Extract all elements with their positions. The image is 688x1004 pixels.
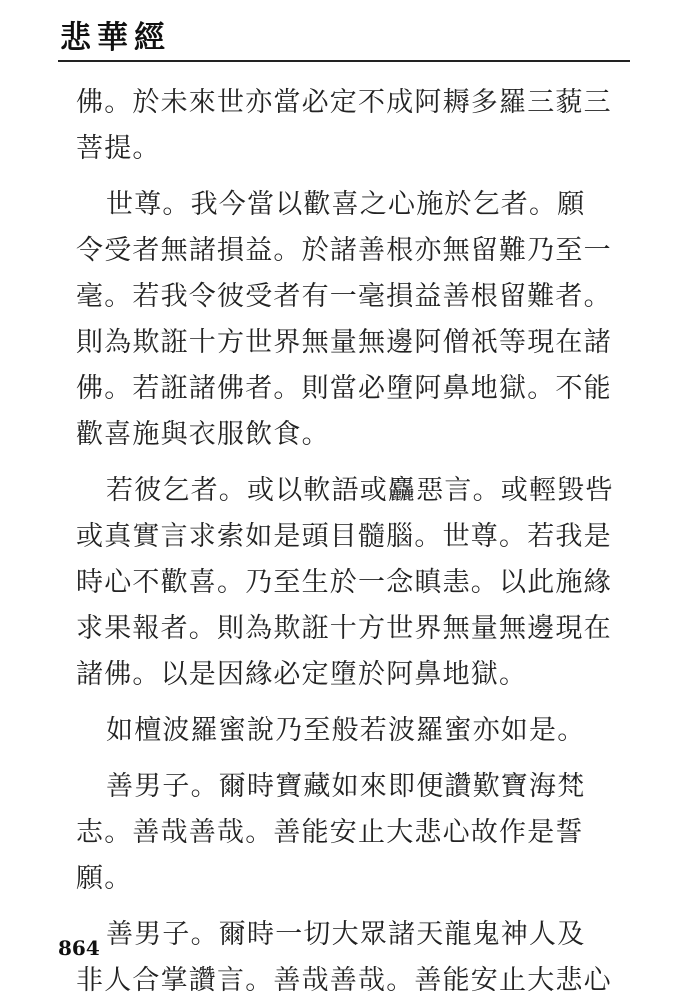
header-divider (58, 60, 630, 62)
text-line: 則為欺誑十方世界無量無邊阿僧祇等現在諸 (76, 327, 612, 358)
text-line: 或真實言求索如是頭目髓腦。世尊。若我是 (76, 521, 612, 552)
paragraph (76, 764, 636, 902)
running-header-title: 悲華經 (60, 20, 171, 56)
text-line: 如檀波羅蜜說乃至般若波羅蜜亦如是。 (106, 715, 586, 746)
text-line: 願。 (76, 863, 133, 894)
text-line: 世尊。我今當以歡喜之心施於乞者。願 (106, 189, 586, 220)
paragraph (76, 912, 636, 1004)
page-number: 864 (58, 936, 100, 960)
text-line: 善男子。爾時一切大眾諸天龍鬼神人及 (106, 919, 586, 950)
text-line: 善男子。爾時寶藏如來即便讚歎寶海梵 (106, 771, 586, 802)
text-line: 非人合掌讚言。善哉善哉。善能安止大悲心 (76, 965, 612, 996)
text-line: 令受者無諸損益。於諸善根亦無留難乃至一 (76, 235, 612, 266)
paragraph (76, 468, 636, 698)
text-line: 佛。若誑諸佛者。則當必墮阿鼻地獄。不能 (76, 373, 612, 404)
text-line: 佛。於未來世亦當必定不成阿耨多羅三藐三 (76, 87, 612, 118)
text-line: 毫。若我令彼受者有一毫損益善根留難者。 (76, 281, 612, 312)
text-line: 若彼乞者。或以軟語或麤惡言。或輕毀呰 (106, 475, 614, 506)
text-line: 志。善哉善哉。善能安止大悲心故作是誓 (76, 817, 584, 848)
text-line: 求果報者。則為欺誑十方世界無量無邊現在 (76, 613, 612, 644)
text-line: 諸佛。以是因緣必定墮於阿鼻地獄。 (76, 659, 528, 690)
paragraph (76, 80, 636, 172)
paragraph (76, 708, 636, 754)
text-line: 歡喜施與衣服飲食。 (76, 419, 330, 450)
paragraph (76, 182, 636, 458)
body-text (76, 80, 636, 1004)
text-line: 菩提。 (76, 133, 161, 164)
text-line: 時心不歡喜。乃至生於一念瞋恚。以此施緣 (76, 567, 612, 598)
